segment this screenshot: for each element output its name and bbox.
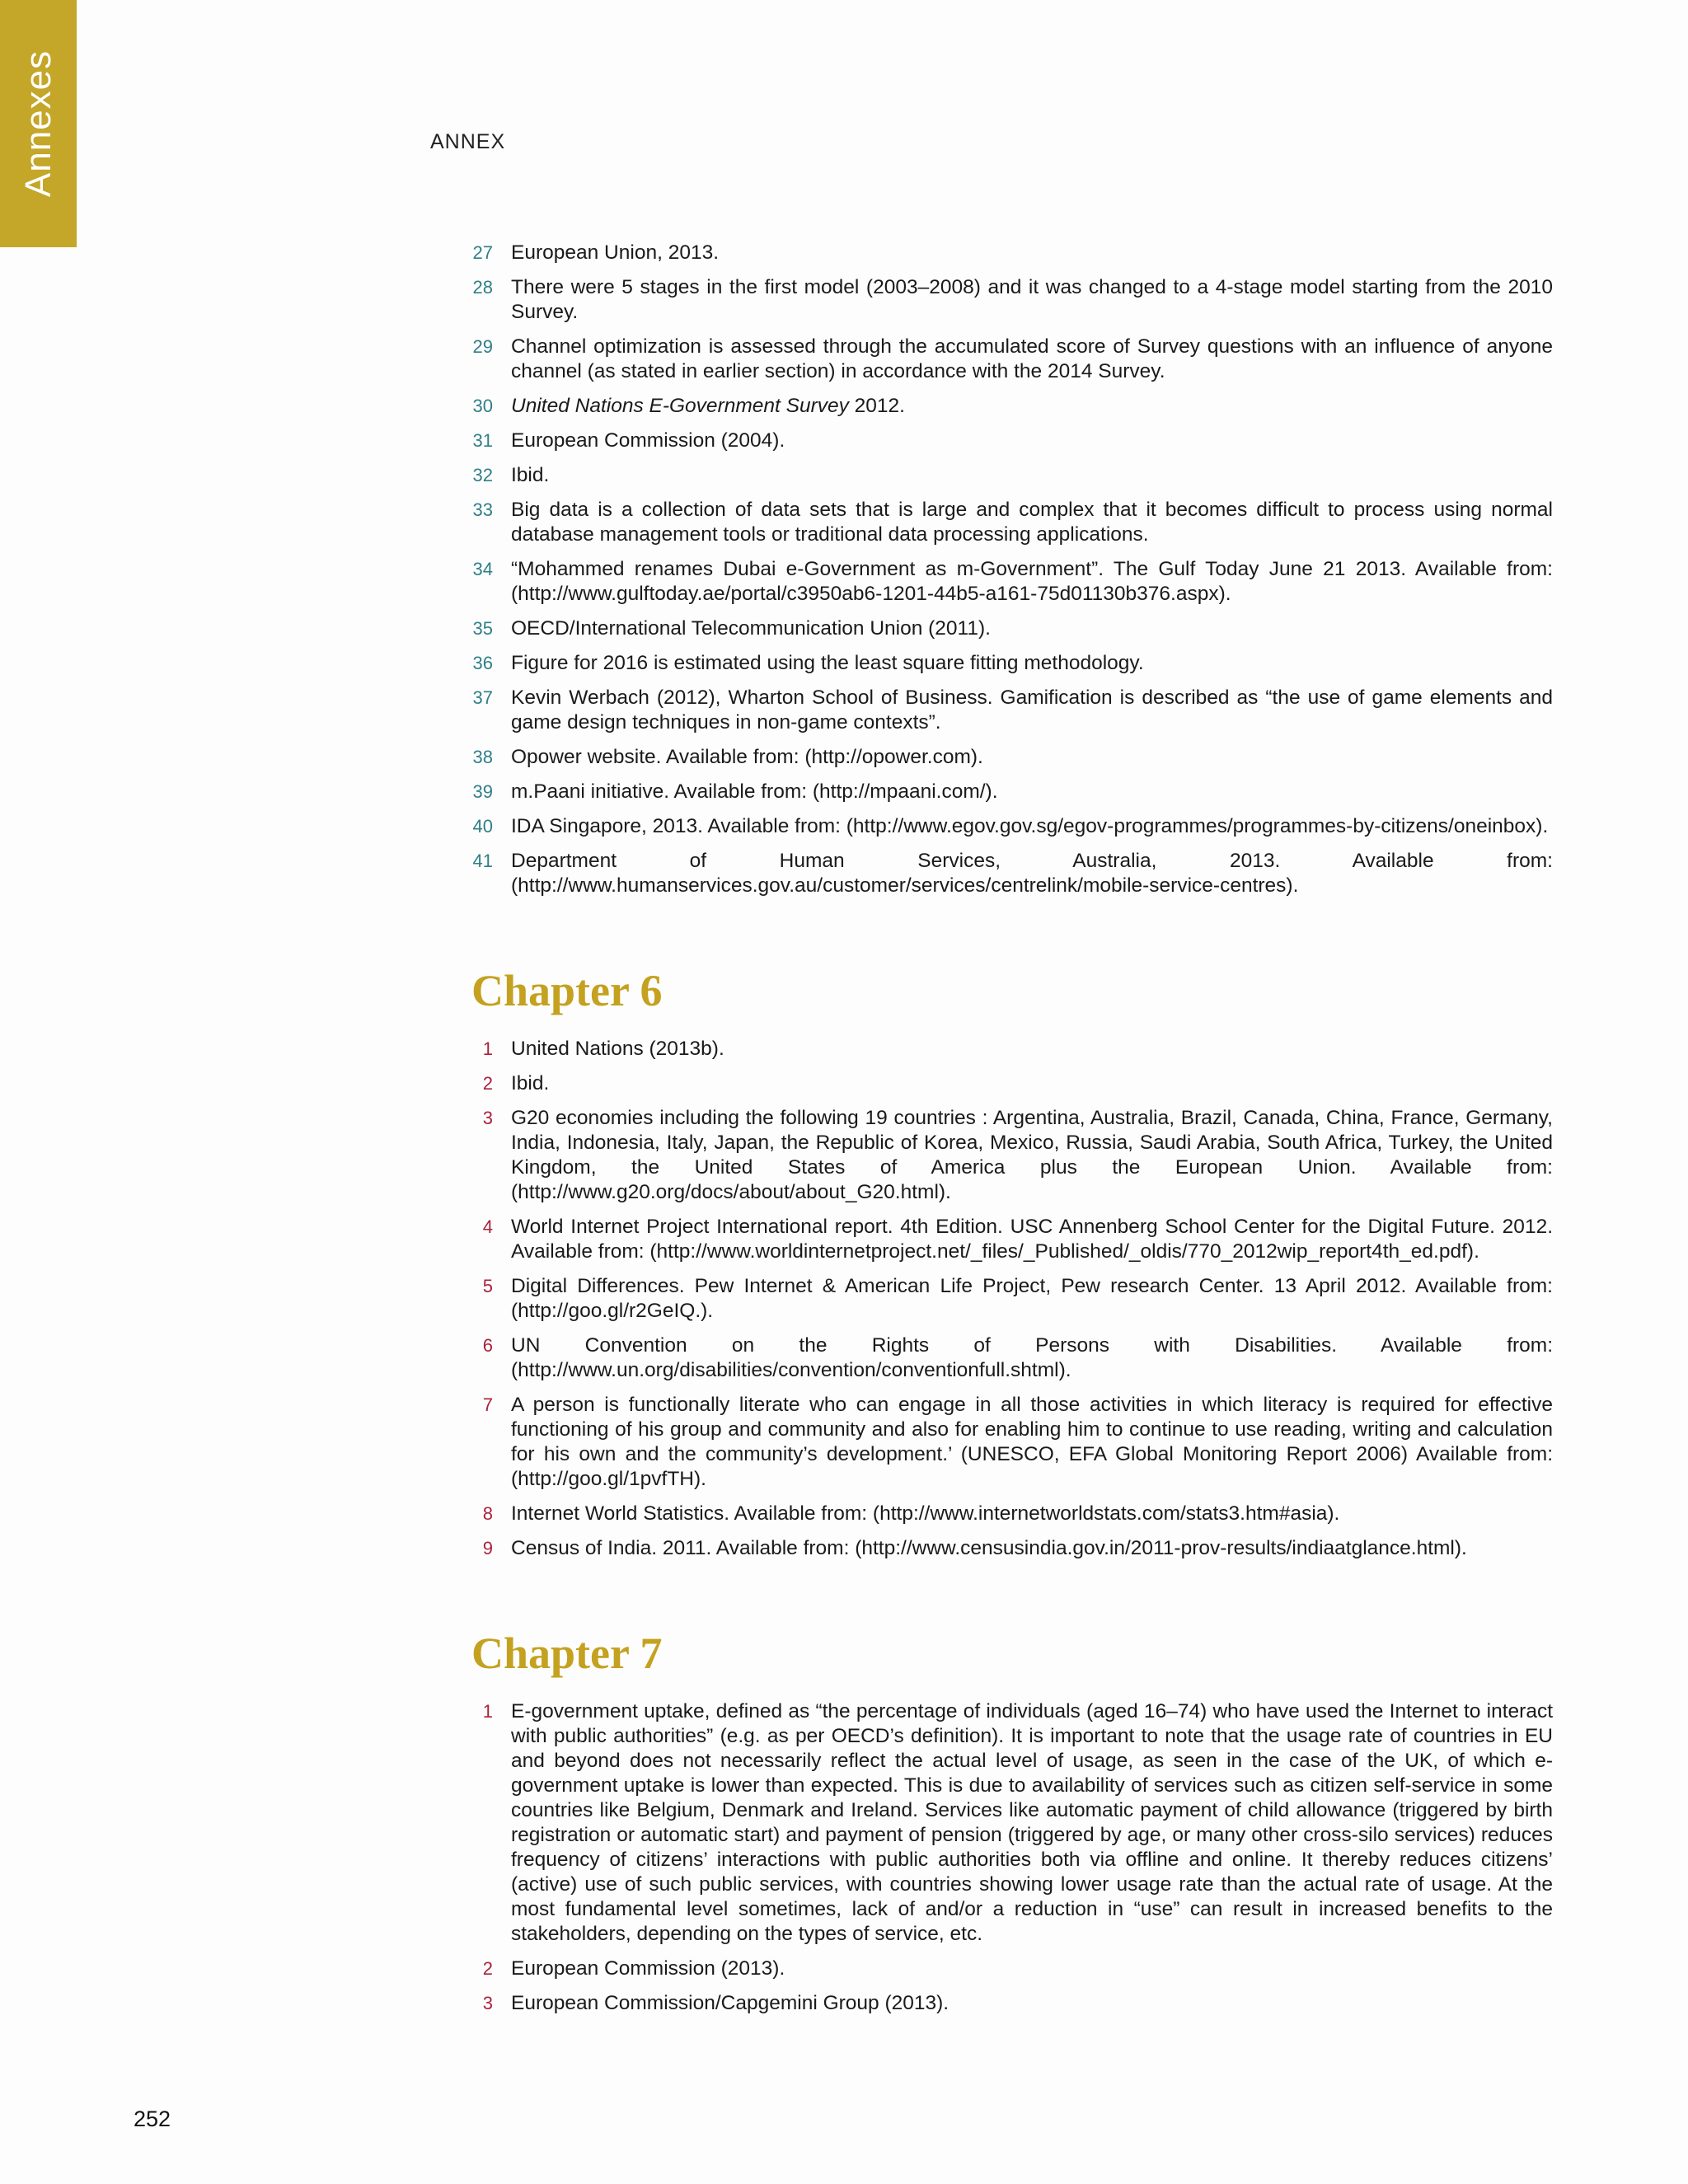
endnote-text: Census of India. 2011. Available from: (http://www.censusindia.gov.in/2011-prov-results/indiaatglance.html). [511, 1537, 1467, 1559]
endnote-number: 5 [482, 1276, 493, 1296]
side-tab-label: Annexes [17, 49, 59, 198]
endnote-number: 30 [472, 396, 493, 416]
endnote-number: 1 [482, 1701, 493, 1722]
endnote-number: 1 [482, 1038, 493, 1059]
endnote-number: 40 [472, 816, 493, 837]
endnote [471, 686, 1553, 735]
endnote-number: 4 [482, 1216, 493, 1237]
endnote-number: 36 [472, 653, 493, 673]
chapter-7-notes-list [471, 1699, 1553, 2016]
endnote-number: 28 [472, 277, 493, 298]
endnote [471, 1502, 1553, 1526]
endnote [471, 745, 1553, 770]
endnote [471, 275, 1553, 325]
endnote-text: m.Paani initiative. Available from: (http://mpaani.com/). [511, 780, 998, 803]
endnote [471, 1071, 1553, 1096]
running-header: ANNEX [430, 130, 506, 153]
endnote-text: Ibid. [511, 464, 550, 486]
endnote-text: World Internet Project International report. 4th Edition. USC Annenberg School Center for the Digital Future. 2012. Available from: (http://www.worldinternetproject.net/_files/_Published/_oldis/770_2012wip_report4th_ed.pdf). [511, 1216, 1553, 1263]
endnote-text: Big data is a collection of data sets that is large and complex that it becomes difficult to process using normal database management tools or traditional data processing applications. [511, 499, 1553, 546]
endnote-text: Figure for 2016 is estimated using the least square fitting methodology. [511, 652, 1144, 674]
endnote [471, 849, 1553, 898]
endnote [471, 394, 1553, 419]
endnote-text: European Union, 2013. [511, 241, 719, 264]
endnote [471, 335, 1553, 384]
endnote [471, 1536, 1553, 1561]
endnote [471, 1106, 1553, 1205]
endnote [471, 1957, 1553, 1981]
endnote-number: 3 [482, 1108, 493, 1128]
endnote-text: Digital Differences. Pew Internet & American Life Project, Pew research Center. 13 April 2012. Available from: (http://goo.gl/r2GeIQ.). [511, 1275, 1553, 1322]
endnote-text: G20 economies including the following 19 countries : Argentina, Australia, Brazil, Canada, China, France, Germany, India, Indonesia, Italy, Japan, the Republic of Korea, Mexico, Russia, Saudi Arabia, South Africa, Turkey, the United Kingdom, the United States of America plus the European Union. Available from: (http://www.g20.org/docs/about/about_G20.html). [511, 1107, 1553, 1203]
endnote-text: Kevin Werbach (2012), Wharton School of Business. Gamification is described as “the use of game elements and game design techniques in non-game contexts”. [511, 687, 1553, 733]
endnotes-content [471, 241, 1553, 2026]
endnote-text: European Commission (2013). [511, 1957, 785, 1980]
endnote-text: A person is functionally literate who can engage in all those activities in which literacy is required for effective functioning of his group and community and also for enabling him to continue to use reading, writing and calculation for his own and the community’s development.’ (UNESCO, EFA Global Monitoring Report 2006) Available from: (http://goo.gl/1pvfTH). [511, 1394, 1553, 1490]
endnote-number: 41 [472, 851, 493, 871]
endnote-text: E-government uptake, defined as “the percentage of individuals (aged 16–74) who have used the Internet to interact with public authorities” (e.g. as per OECD’s definition). It is important to note that the usage rate of countries in EU and beyond does not necessarily reflect the actual level of usage, as seen in the case of the UK, of which e-government uptake is lower than expected. This is due to availability of services such as citizen self-service in some countries like Belgium, Denmark and Ireland. Services like automatic payment of child allowance (triggered by birth registration or automatic start) and payment of pension (triggered by age, or many other cross-silo services) reduces frequency of citizens’ interactions with public authorities both via offline and online. It thereby reduces citizens’ (active) use of such public services, with countries showing lower usage rate than the actual rate of usage. At the most fundamental level sometimes, lack of and/or a reduction in “use” can result in increased benefits to the stakeholders, depending on the types of service, etc. [511, 1700, 1553, 1945]
endnote [471, 1215, 1553, 1264]
endnote [471, 1274, 1553, 1324]
endnote-text: UN Convention on the Rights of Persons with Disabilities. Available from: (http://www.un.org/disabilities/convention/conventionfull.shtml). [511, 1334, 1553, 1381]
endnote-text: Department of Human Services, Australia, 2013. Available from: (http://www.humanservices.gov.au/customer/services/centrelink/mobile-service-centres). [511, 850, 1553, 897]
endnote [471, 814, 1553, 839]
endnote-number: 27 [472, 242, 493, 263]
endnote [471, 498, 1553, 547]
endnote-number: 38 [472, 747, 493, 767]
endnote [471, 616, 1553, 641]
endnote-number: 2 [482, 1958, 493, 1979]
endnote-number: 6 [482, 1335, 493, 1356]
endnote [471, 1699, 1553, 1947]
chapter-7-title: Chapter 7 [471, 1629, 663, 1678]
endnote-number: 39 [472, 781, 493, 802]
endnote-text: OECD/International Telecommunication Union (2011). [511, 617, 991, 640]
endnote-number: 37 [472, 687, 493, 708]
endnote [471, 1037, 1553, 1062]
endnote-text: Channel optimization is assessed through the accumulated score of Survey questions with an influence of anyone channel (as stated in earlier section) in accordance with the 2014 Survey. [511, 335, 1553, 382]
endnote-number: 7 [482, 1394, 493, 1415]
endnote-text: Opower website. Available from: (http://opower.com). [511, 746, 983, 768]
chapter-5-notes-list [471, 241, 1553, 898]
endnote-text: European Commission/Capgemini Group (2013). [511, 1992, 950, 2014]
endnote-number: 9 [482, 1538, 493, 1558]
endnote [471, 780, 1553, 804]
endnote-number: 2 [482, 1073, 493, 1094]
endnote [471, 1393, 1553, 1492]
endnote [471, 651, 1553, 676]
endnote-text: United Nations (2013b). [511, 1038, 724, 1060]
endnote [471, 241, 1553, 265]
endnote [471, 463, 1553, 488]
endnote-number: 8 [482, 1503, 493, 1524]
annexes-side-tab [0, 0, 77, 247]
endnote-text: 2012. [848, 395, 905, 417]
endnote [471, 557, 1553, 607]
endnote-text: European Commission (2004). [511, 429, 785, 452]
endnote [471, 1333, 1553, 1383]
endnote-number: 35 [472, 618, 493, 639]
endnote-number: 32 [472, 465, 493, 485]
chapter-6-notes-list [471, 1037, 1553, 1561]
endnote-text: Internet World Statistics. Available from: (http://www.internetworldstats.com/stats3.htm#asia). [511, 1502, 1340, 1525]
endnote-text: There were 5 stages in the first model (2003–2008) and it was changed to a 4-stage model starting from the 2010 Survey. [511, 276, 1553, 323]
endnote-number: 33 [472, 499, 493, 520]
endnote-italic-title: United Nations E-Government Survey [511, 395, 849, 417]
endnote [471, 1991, 1553, 2016]
endnote [471, 429, 1553, 453]
endnote-number: 3 [482, 1993, 493, 2013]
chapter-6-title: Chapter 6 [471, 966, 663, 1015]
endnote-text: IDA Singapore, 2013. Available from: (http://www.egov.gov.sg/egov-programmes/programmes-by-citizens/oneinbox). [511, 815, 1549, 837]
endnote-number: 34 [472, 559, 493, 579]
endnote-number: 31 [472, 430, 493, 451]
endnote-text: Ibid. [511, 1072, 550, 1094]
page-number: 252 [134, 2107, 171, 2131]
endnote-text: “Mohammed renames Dubai e-Government as m-Government”. The Gulf Today June 21 2013. Available from: (http://www.gulftoday.ae/portal/c3950ab6-1201-44b5-a161-75d01130b376.aspx). [511, 558, 1553, 605]
endnote-number: 29 [472, 336, 493, 357]
